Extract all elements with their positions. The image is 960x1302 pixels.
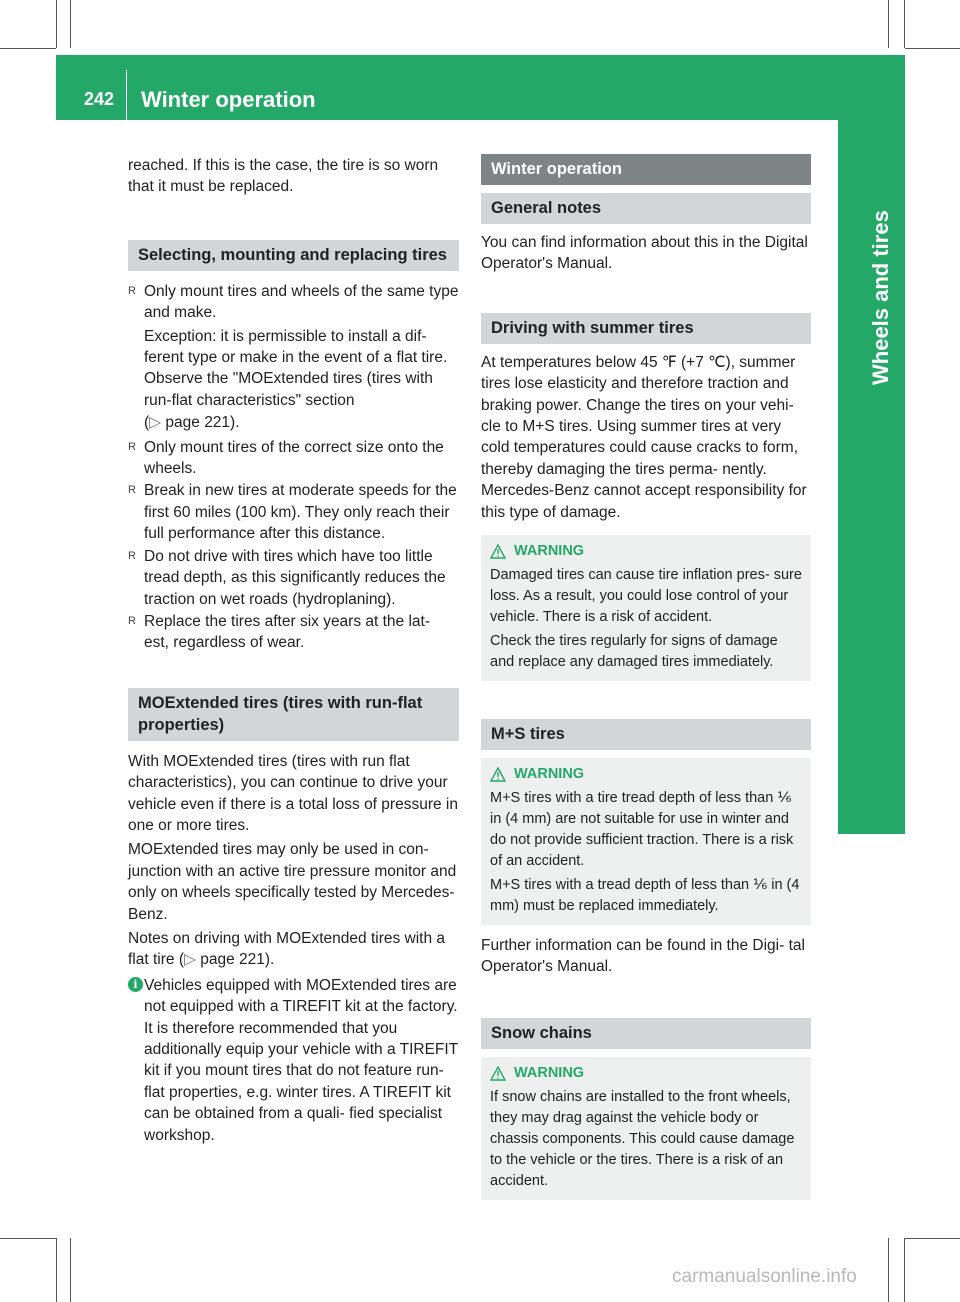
warning-triangle-icon <box>490 767 506 782</box>
bullet-marker: R <box>128 549 136 562</box>
header-divider <box>126 70 127 120</box>
list-item <box>128 437 459 480</box>
moextended-text-1: With MOExtended tires (tires with run flat characteristics), you can continue to drive your vehicle even if there is a total loss of pressure in one or more tires. <box>128 752 458 834</box>
warning-text: Damaged tires can cause tire inflation pres- sure loss. As a result, you could lose control of your vehicle. There is a risk of accident. <box>490 567 802 626</box>
warning-triangle-icon <box>490 1066 506 1081</box>
crop-mark <box>70 1238 71 1302</box>
intro-text: reached. If this is the case, the tire is so worn that it must be replaced. <box>128 157 439 196</box>
list-item <box>128 281 459 324</box>
summer-text: At temperatures below 45 ℉ (+7 ℃), summer tires lose elasticity and therefore traction and braking power. Change the tires on your vehi- cle to M+S tires. Using summer tires at very cold temperatures could cause cracks to form, thereby damaging the tires perma- nently. Mercedes-Benz cannot accept responsibility for this type of damage. <box>481 353 807 521</box>
warning-title <box>490 1063 803 1084</box>
warning-text: If snow chains are installed to the front wheels, they may drag against the vehicle body or chassis components. This could cause damage to the vehicle or the tires. There is a risk of an accident. <box>490 1088 795 1189</box>
warning-text: M+S tires with a tire tread depth of less than ⅙ in (4 mm) are not suitable for use in winter and do not provide sufficient traction. There is a risk of an accident. <box>490 790 794 870</box>
crop-mark <box>904 1238 905 1302</box>
warning-title <box>490 764 803 785</box>
crop-mark <box>904 0 905 48</box>
notes-text: Notes on driving with MOExtended tires with a flat tire ( <box>128 929 446 969</box>
section-heading-snow-chains: Snow chains <box>481 1018 811 1049</box>
section-heading-general: General notes <box>481 193 811 224</box>
page-ref-arrow-icon: ▷ <box>149 414 162 432</box>
warning-text: Check the tires regularly for signs of damage and replace any damaged tires immediately. <box>490 633 778 671</box>
tire-rules-list <box>128 281 459 324</box>
list-item <box>128 480 459 544</box>
list-item-text: Break in new tires at moderate speeds for the first 60 miles (100 km). They only reach their full performance after this distance. <box>144 482 457 543</box>
page-ref-link[interactable]: page 221). <box>161 414 240 432</box>
bullet-marker: R <box>128 614 136 627</box>
warning-label: WARNING <box>514 543 585 560</box>
info-note <box>128 975 459 1146</box>
list-item-text: Replace the tires after six years at the lat- est, regardless of wear. <box>144 612 431 652</box>
page-number: 242 <box>84 89 115 109</box>
right-column <box>481 154 811 1200</box>
warning-triangle-icon <box>490 544 506 559</box>
section-heading-summer: Driving with summer tires <box>481 313 811 344</box>
crop-mark <box>70 0 71 48</box>
exception-body: Exception: it is permissible to install a dif- ferent type or make in the event of a flat tire. Observe the "MOExtended tires (tires with run-flat characteristics" section <box>144 327 448 409</box>
list-item <box>128 611 459 654</box>
crop-mark <box>888 0 889 48</box>
page-ref-link[interactable]: page 221). <box>195 951 275 969</box>
xref-paren: ( <box>144 414 150 432</box>
crop-mark <box>56 0 57 48</box>
warning-title <box>490 541 803 562</box>
crop-mark <box>905 1238 960 1239</box>
bullet-marker: R <box>128 484 136 497</box>
moextended-text-2: MOExtended tires may only be used in con- junction with an active tire pressure monitor and only on wheels specifically tested by Mercedes-Benz. <box>128 841 457 923</box>
left-column <box>128 155 459 1146</box>
section-heading-winter: Winter operation <box>481 154 811 185</box>
crop-mark <box>888 1238 889 1302</box>
section-heading-moextended: MOExtended tires (tires with run-flat properties) <box>128 688 459 741</box>
crop-mark <box>56 1238 57 1302</box>
page-title: Winter operation <box>141 87 316 112</box>
ms-text: Further information can be found in the Digi- tal Operator's Manual. <box>481 937 805 976</box>
list-item-text: Do not drive with tires which have too little tread depth, as this significantly reduces the traction on wet roads (hydroplaning). <box>144 547 446 608</box>
warning-box <box>481 535 811 681</box>
crop-mark <box>0 1238 56 1239</box>
tire-rules-list-2 <box>128 437 459 654</box>
watermark: carmanualsonline.info <box>672 1266 857 1287</box>
section-heading-selecting: Selecting, mounting and replacing tires <box>128 240 459 271</box>
bullet-marker: R <box>128 440 136 453</box>
page-ref-arrow-icon: ▷ <box>183 951 196 969</box>
side-tab-label: Wheels and tires <box>868 210 893 385</box>
moextended-text-3 <box>128 928 459 971</box>
warning-label: WARNING <box>514 1064 585 1081</box>
info-icon: i <box>128 977 143 992</box>
bullet-marker: R <box>128 284 136 297</box>
exception-text <box>128 326 459 412</box>
crop-mark <box>905 48 960 49</box>
page-reference <box>128 412 459 433</box>
warning-label: WARNING <box>514 766 585 783</box>
crop-mark <box>0 48 56 49</box>
general-text: You can find information about this in the Digital Operator's Manual. <box>481 234 808 273</box>
warning-box <box>481 758 811 925</box>
section-heading-ms-tires: M+S tires <box>481 719 811 750</box>
list-item-text: Only mount tires and wheels of the same type and make. <box>144 282 459 322</box>
warning-text: M+S tires with a tread depth of less than ⅙ in (4 mm) must be replaced immediately. <box>490 877 800 915</box>
info-text: Vehicles equipped with MOExtended tires are not equipped with a TIREFIT kit at the factory. It is therefore recommended that you additionally equip your vehicle with a TIREFIT kit if you mount tires that do not feature run-flat properties, e.g. winter tires. A TIREFIT kit can be obtained from a quali- fied specialist workshop. <box>144 976 458 1144</box>
warning-box <box>481 1057 811 1200</box>
list-item-text: Only mount tires of the correct size onto the wheels. <box>144 438 444 478</box>
list-item <box>128 546 459 610</box>
